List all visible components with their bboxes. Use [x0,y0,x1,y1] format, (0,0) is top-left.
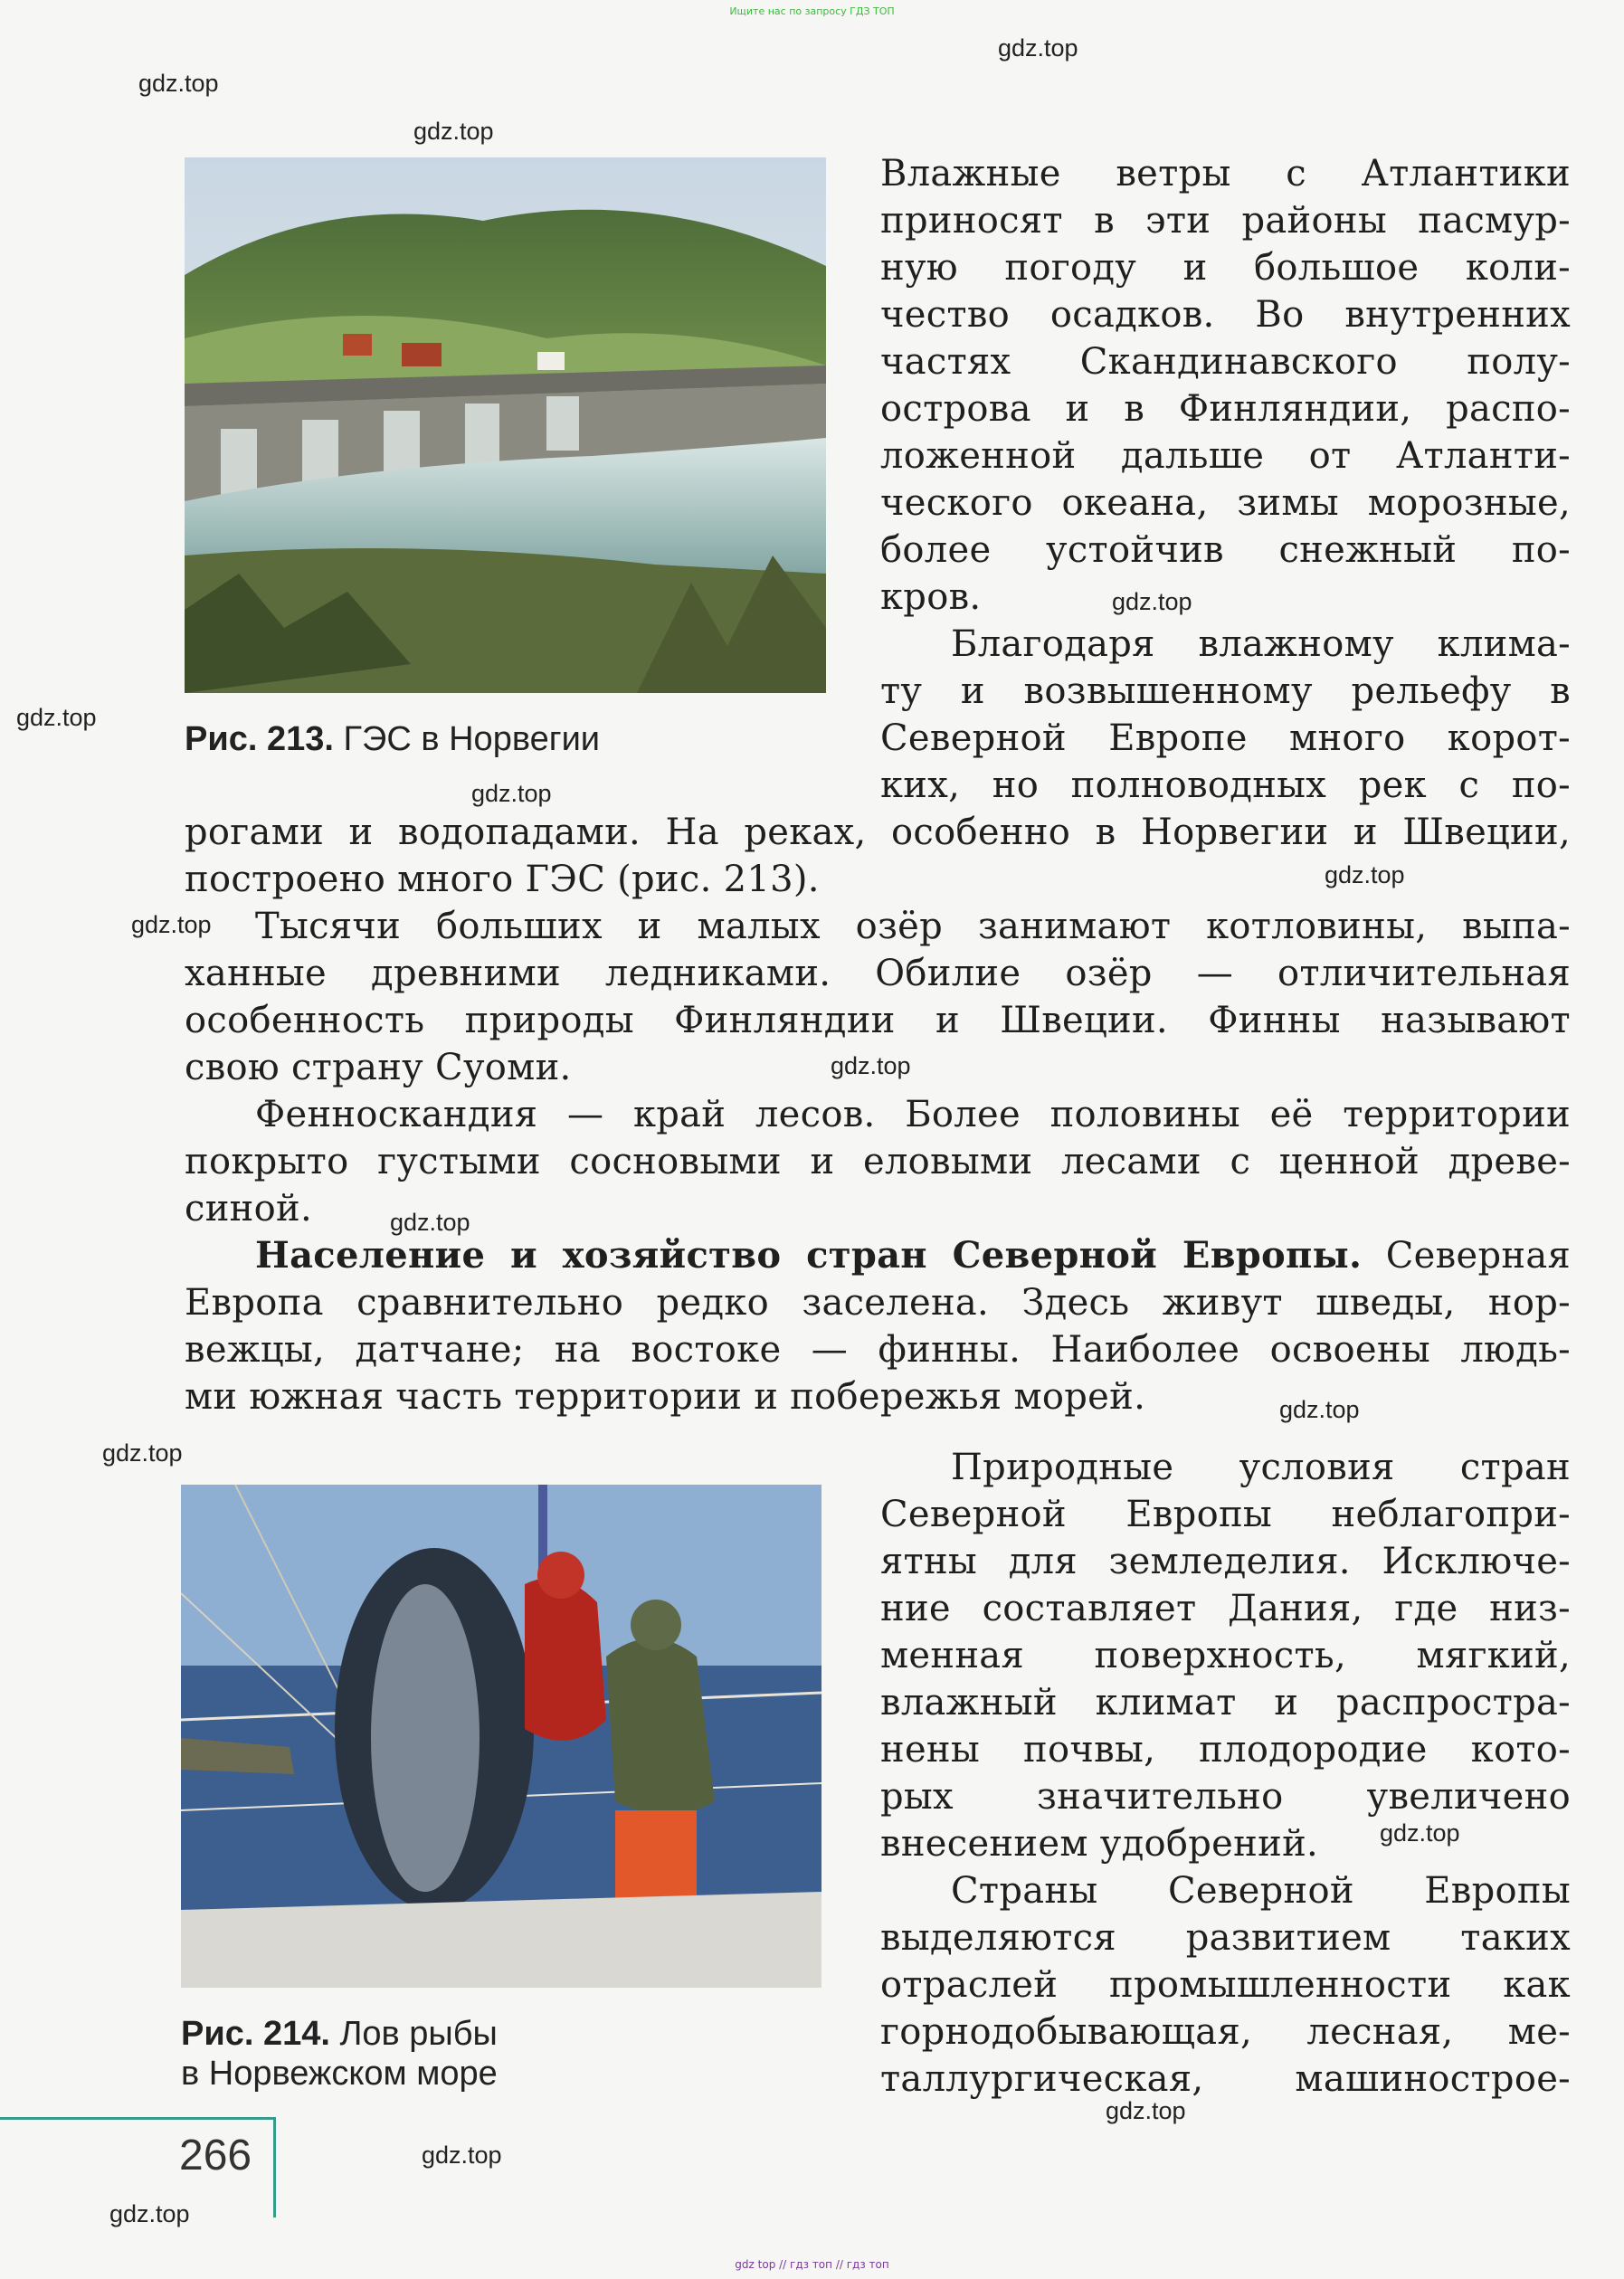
figure-214-photo [181,1485,821,1988]
watermark: gdz.top [131,911,212,938]
text-line: более устойчив снежный по- [880,529,1571,571]
figure-214-caption [181,2014,498,2094]
watermark: gdz.top [1380,1819,1460,1847]
figure-213-text: ГЭС в Норвегии [343,720,601,758]
text-line: Северной Европы неблагопри- [880,1494,1571,1535]
section-heading-line [185,1232,1571,1279]
section-heading: Население и хозяйство стран Северной Европы. [255,1234,1363,1277]
bottom-note: gdz top // гдз топ // гдз топ [735,2258,889,2271]
text-line: нены почвы, плодородие кото- [880,1729,1571,1771]
text-line: ложенной дальше от Атланти- [880,435,1571,477]
watermark: gdz.top [1325,861,1405,888]
text-line: рых значительно увеличено [880,1776,1571,1818]
text-line: Влажные ветры с Атлантики [880,153,1571,195]
text-fragment: Северная [1385,1235,1571,1277]
watermark: gdz.top [471,780,552,807]
text-line: острова и в Финляндии, распо- [880,388,1571,430]
text-line: вежцы, датчане; на востоке — финны. Наиболее освоены людь- [185,1329,1571,1371]
page-number: 266 [179,2132,252,2179]
text-line: горнодобывающая, лесная, ме- [880,2011,1571,2053]
watermark: gdz.top [1112,588,1192,615]
hydro-plant-illustration [185,157,826,693]
watermark: gdz.top [102,1439,183,1467]
figure-214-text-line1: Лов рыбы [339,2015,498,2053]
text-line: Благодаря влажному клима- [951,623,1571,665]
figure-213-photo [185,157,826,693]
text-line: внесением удобрений. [880,1823,1319,1865]
text-line: ми южная часть территории и побережья морей. [185,1376,1146,1418]
text-line: Природные условия стран [951,1447,1571,1488]
text-line: ких, но полноводных рек с по- [880,764,1571,806]
text-line: свою страну Суоми. [185,1047,572,1088]
text-line: ную погоду и большое коли- [880,247,1571,289]
watermark: gdz.top [138,70,219,97]
watermark: gdz.top [998,34,1078,62]
text-line: кров. [880,576,982,618]
right-column-1 [880,150,1571,809]
fishing-illustration [181,1485,821,1988]
text-line: чество осадков. Во внутренних [880,294,1571,336]
text-line: влажный климат и распростра- [880,1682,1571,1723]
text-line: покрыто густыми сосновыми и еловыми лесами с ценной древе- [185,1141,1571,1182]
text-line: Фенноскандия — край лесов. Более половины её территории [255,1094,1571,1135]
watermark: gdz.top [1279,1396,1360,1423]
text-line: ту и возвышенному рельефу в [880,670,1571,712]
watermark: gdz.top [413,118,494,145]
watermark: gdz.top [1106,2097,1186,2124]
text-line: выделяются развитием таких [880,1917,1571,1959]
text-line: Северной Европе много корот- [880,717,1571,759]
watermark: gdz.top [831,1052,911,1079]
watermark: gdz.top [422,2141,502,2169]
text-line: отраслей промышленности как [880,1964,1571,2006]
watermark: gdz.top [390,1209,470,1236]
top-note: Ищите нас по запросу ГДЗ ТОП [729,5,895,17]
figure-213-label: Рис. 213. [185,720,334,758]
text-line: приносят в эти районы пасмур- [880,200,1571,242]
text-line: Европа сравнительно редко заселена. Здесь живут шведы, нор- [185,1282,1571,1324]
figure-214-text-line2: в Норвежском море [181,2055,498,2093]
text-line: Тысячи больших и малых озёр занимают котловины, выпа- [255,906,1571,947]
text-line: ханные древними ледниками. Обилие озёр — отличительная [185,953,1571,994]
full-width-block [185,809,1571,1420]
text-line: ческого океана, зимы морозные, [880,482,1571,524]
figure-213-caption [185,719,600,759]
text-line: рогами и водопадами. На реках, особенно в Норвегии и Швеции, [185,812,1571,853]
text-line: построено много ГЭС (рис. 213). [185,859,820,900]
text-line: частях Скандинавского полу- [880,341,1571,383]
figure-214-label: Рис. 214. [181,2015,330,2053]
text-line: особенность природы Финляндии и Швеции. Финны называют [185,1000,1571,1041]
text-line: ятны для земледелия. Исключе- [880,1541,1571,1582]
watermark: gdz.top [16,704,97,731]
watermark: gdz.top [109,2200,190,2227]
text-line: таллургическая, машинострое- [880,2058,1571,2100]
text-line: Страны Северной Европы [951,1870,1571,1912]
text-line: менная поверхность, мягкий, [880,1635,1571,1676]
text-line: ние составляет Дания, где низ- [880,1588,1571,1629]
right-column-2 [880,1444,1571,2103]
text-line: синой. [185,1188,312,1230]
